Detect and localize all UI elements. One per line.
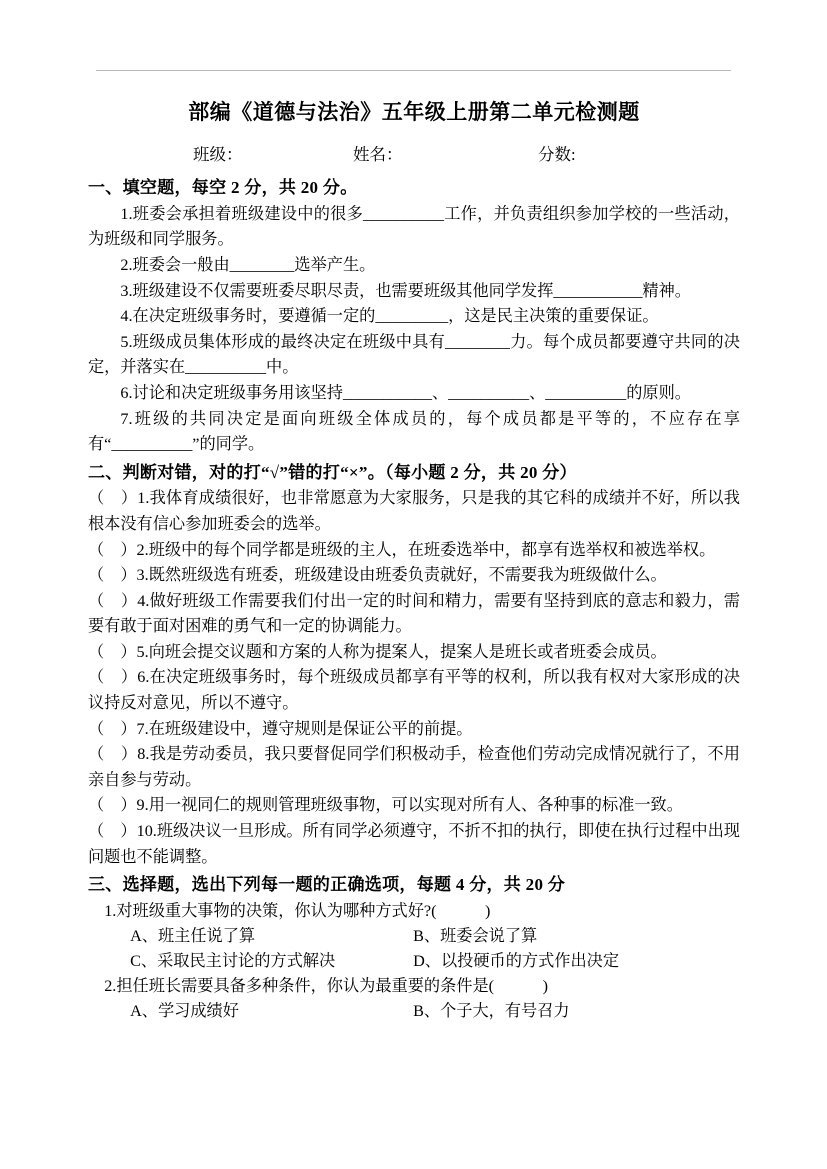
question-item: 1.班委会承担着班级建设中的很多__________工作，并负责组织参加学校的一些活动，为班级和同学服务。 (88, 204, 740, 249)
question-item: 4.在决定班级事务时，要遵循一定的_________，这是民主决策的重要保证。 (120, 307, 659, 326)
choice-option-a: A、学习成绩好 (130, 1002, 239, 1021)
student-info-row (88, 141, 740, 165)
choice-option-d: D、以投硬币的方式作出决定 (413, 951, 620, 970)
question-item: 2.班委会一般由________选举产生。 (120, 256, 376, 275)
page-title: 部编《道德与法治》五年级上册第二单元检测题 (188, 100, 640, 124)
choice-row (88, 999, 740, 1024)
question-item: （ ）9.用一视同仁的规则管理班级事物，可以实现对所有人、各种事的标准一致。 (88, 796, 683, 815)
question-item: （ ）2.班级中的每个同学都是班级的主人，在班委选举中，都享有选举权和被选举权。 (88, 540, 716, 559)
document-content (88, 98, 740, 1024)
question-item: （ ）4.做好班级工作需要我们付出一定的时间和精力，需要有坚持到底的意志和毅力，需要有敢于面对困难的勇气和一定的协调能力。 (88, 591, 740, 636)
question-item: （ ）8.我是劳动委员，我只要督促同学们积极动手，检查他们劳动完成情况就行了，不用亲自参与劳动。 (88, 745, 740, 789)
choice-option-b: B、班委会说了算 (413, 926, 538, 945)
question-item: （ ）7.在班级建设中，遵守规则是保证公平的前提。 (88, 719, 473, 738)
class-field-label: 班级： (193, 145, 243, 165)
section-heading-fill-in-blank: 一、填空题，每空 2 分，共 20 分。 (88, 178, 358, 198)
name-field-label: 姓名： (353, 145, 403, 165)
question-item: （ ）10.班级决议一旦形成。所有同学必须遵守，不折不扣的执行，即使在执行过程中出现问题也不能调整。 (88, 822, 740, 866)
choice-option-c: C、采取民主讨论的方式解决 (130, 951, 336, 970)
choice-option-a: A、班主任说了算 (130, 926, 256, 945)
question-item: （ ）3.既然班级选有班委，班级建设由班委负责就好，不需要我为班级做什么。 (88, 566, 667, 585)
section-heading-true-false: 二、判断对错，对的打“√”错的打“×”。（每小题 2 分，共 20 分） (88, 462, 577, 482)
score-field-label: 分数: (538, 145, 576, 165)
choice-option-b: B、个子大，有号召力 (413, 1002, 570, 1021)
question-item: 3.班级建设不仅需要班委尽职尽责，也需要班级其他同学发挥___________精神。 (120, 281, 691, 300)
question-item: （ ）5.向班会提交议题和方案的人称为提案人，提案人是班长或者班委会成员。 (88, 642, 667, 661)
section-heading-multiple-choice: 三、选择题，选出下列每一题的正确选项，每题 4 分，共 20 分 (88, 875, 566, 895)
question-item: （ ）6.在决定班级事务时，每个班级成员都享有平等的权利，所以我有权对大家形成的决议持反对意见，所以不遵守。 (88, 668, 740, 713)
choice-row (88, 949, 740, 974)
question-item: 6.讨论和决定班级事务用该坚持___________、__________、__________的原则。 (120, 384, 691, 403)
question-item: （ ）1.我体育成绩很好，也非常愿意为大家服务，只是我的其它科的成绩并不好，所以我根本没有信心参加班委会的选举。 (88, 489, 740, 533)
question-item: 5.班级成员集体形成的最终决定在班级中具有________力。每个成员都要遵守共同的决定，并落实在__________中。 (88, 332, 740, 377)
question-stem: 1.对班级重大事物的决策，你认为哪种方式好?( ) (104, 901, 491, 920)
question-stem: 2.担任班长需要具备多种条件，你认为最重要的条件是( ) (104, 977, 548, 996)
question-item: 7.班级的共同决定是面向班级全体成员的，每个成员都是平等的，不应存在享有“__________”的同学。 (88, 409, 740, 454)
header-divider (96, 70, 731, 71)
choice-row (88, 924, 740, 949)
